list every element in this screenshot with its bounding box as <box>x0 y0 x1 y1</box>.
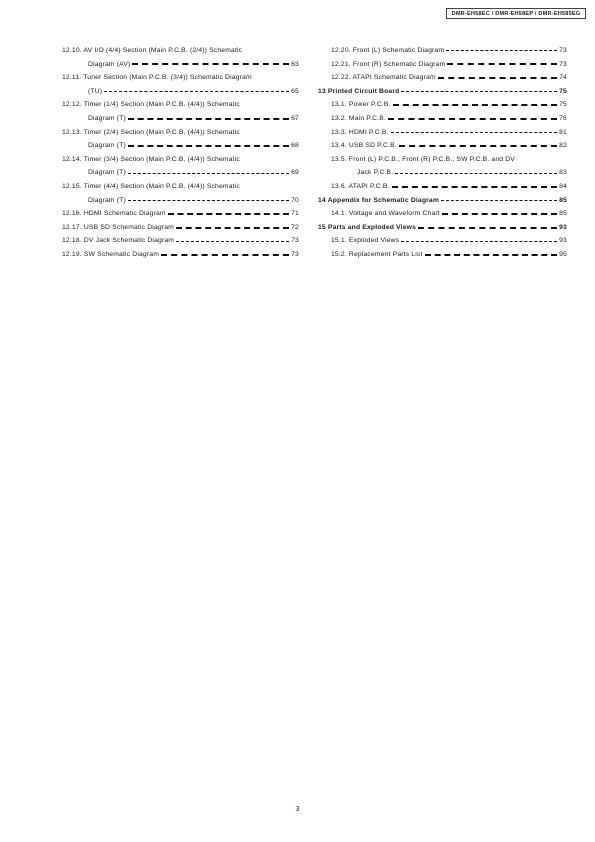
toc-entry-page: 85 <box>559 196 567 204</box>
dot-leader <box>438 77 557 79</box>
toc-entry-page: 73 <box>559 60 567 68</box>
toc-entry-title: Main P.C.B. <box>348 114 386 122</box>
toc-entry-12-13[interactable] <box>62 126 299 153</box>
toc-entry-number: 12.20. <box>331 47 351 54</box>
toc-entry-title: ATAPI Schematic Diagram <box>352 74 436 82</box>
toc-entry-12-19[interactable] <box>62 248 299 262</box>
dot-leader <box>128 145 289 147</box>
dot-leader <box>446 50 557 51</box>
toc-entry-page: 73 <box>291 237 299 245</box>
dot-leader <box>388 118 557 120</box>
toc-section-13[interactable] <box>318 85 567 99</box>
toc-entry-page: 67 <box>291 114 299 122</box>
toc-entry-page: 70 <box>291 196 299 204</box>
toc-entry-number: 15.1. <box>331 237 347 245</box>
toc-entry-13-2[interactable] <box>318 112 567 126</box>
toc-entry-number: 12.10. <box>62 47 82 54</box>
toc-entry-title: Timer (3/4) Section (Main P.C.B. (4/4)) Schematic <box>83 155 240 163</box>
toc-entry-number: 13.3. <box>331 128 347 136</box>
toc-entry-page: 71 <box>291 210 299 218</box>
toc-entry-13-6[interactable] <box>318 180 567 194</box>
toc-entry-page: 81 <box>559 128 567 136</box>
dot-leader <box>392 186 557 188</box>
toc-entry-number: 12.14. <box>62 155 82 163</box>
dot-leader <box>418 227 557 229</box>
toc-entry-12-12[interactable] <box>62 98 299 125</box>
toc-entry-page: 74 <box>559 74 567 82</box>
toc-entry-13-5[interactable] <box>318 153 567 180</box>
toc-entry-number: 13.4. <box>331 142 347 150</box>
toc-entry-12-22[interactable] <box>318 71 567 85</box>
toc-entry-number: 12.13. <box>62 128 82 136</box>
toc-entry-title-cont: Jack P.C.B. <box>357 169 394 177</box>
toc-entry-title: Timer (1/4) Section (Main P.C.B. (4/4)) Schematic <box>83 101 240 109</box>
toc-section-title: Printed Circuit Board <box>327 87 400 95</box>
page-number: 3 <box>295 806 300 813</box>
dot-leader <box>132 63 289 65</box>
toc-entry-13-4[interactable] <box>318 139 567 153</box>
dot-leader <box>168 213 289 215</box>
toc-entry-title: USB SD Schematic Diagram <box>83 223 174 231</box>
toc-left-column <box>62 44 299 262</box>
dot-leader <box>104 91 289 92</box>
toc-entry-14-1[interactable] <box>318 207 567 221</box>
dot-leader <box>447 63 557 65</box>
dot-leader <box>399 145 557 147</box>
model-codes: DMR-EH58EC / DMR-EH58EP / DMR-EH585EG <box>451 10 581 17</box>
toc-entry-page: 63 <box>291 60 299 68</box>
dot-leader <box>442 213 557 215</box>
dot-leader <box>176 241 289 242</box>
toc-entry-title: Front (L) P.C.B., Front (R) P.C.B., SW P.C.B. and DV <box>348 155 515 163</box>
toc-entry-title: Front (R) Schematic Diagram <box>352 60 446 68</box>
toc-entry-15-2[interactable] <box>318 248 567 262</box>
toc-entry-page: 76 <box>559 114 567 122</box>
toc-entry-title: AV I/O (4/4) Section (Main P.C.B. (2/4)) Schematic <box>83 47 243 54</box>
dot-leader <box>425 254 558 256</box>
toc-entry-title-cont: Diagram (T) <box>88 114 126 122</box>
toc-entry-title: HDMI P.C.B. <box>348 128 389 136</box>
toc-entry-page: 93 <box>559 237 567 245</box>
toc-entry-number: 13.2. <box>331 114 347 122</box>
dot-leader <box>401 241 557 242</box>
toc-entry-title: ATAPI P.C.B. <box>348 182 390 190</box>
toc-entry-12-18[interactable] <box>62 234 299 248</box>
toc-entry-number: 13.6. <box>331 182 347 190</box>
toc-entry-page: 83 <box>559 169 567 177</box>
model-codes-box <box>446 8 586 19</box>
toc-entry-page: 72 <box>291 223 299 231</box>
toc-entry-number: 12.15. <box>62 182 82 190</box>
toc-section-14[interactable] <box>318 194 567 208</box>
toc-section-title: Appendix for Schematic Diagram <box>327 196 440 204</box>
toc-right-column <box>318 44 567 262</box>
toc-section-number: 14 <box>318 196 326 204</box>
toc-entry-title-cont: Diagram (T) <box>88 142 126 150</box>
toc-entry-12-14[interactable] <box>62 153 299 180</box>
dot-leader <box>395 173 557 174</box>
toc-entry-title: Voltage and Waveform Chart <box>348 210 440 218</box>
toc-entry-title: HDMI Schematic Diagram <box>83 210 166 218</box>
dot-leader <box>393 104 557 106</box>
toc-entry-12-10[interactable] <box>62 44 299 71</box>
toc-entry-page: 73 <box>291 250 299 258</box>
toc-entry-page: 85 <box>559 210 567 218</box>
toc-entry-title: Exploded Views <box>348 237 400 245</box>
dot-leader <box>441 200 557 201</box>
dot-leader <box>391 132 558 133</box>
toc-entry-12-15[interactable] <box>62 180 299 207</box>
toc-entry-page: 95 <box>559 250 567 258</box>
toc-entry-page: 73 <box>559 47 567 54</box>
toc-entry-number: 12.21. <box>331 60 351 68</box>
toc-entry-number: 12.18. <box>62 237 82 245</box>
toc-entry-title: Tuner Section (Main P.C.B. (3/4)) Schematic Diagram <box>83 74 252 82</box>
toc-entry-12-21[interactable] <box>318 58 567 72</box>
toc-entry-title: Front (L) Schematic Diagram <box>352 47 445 54</box>
toc-entry-title-cont: Diagram (T) <box>88 196 126 204</box>
toc-entry-number: 15.2. <box>331 250 347 258</box>
toc-entry-12-17[interactable] <box>62 221 299 235</box>
toc-section-number: 15 <box>318 223 326 231</box>
toc-entry-13-3[interactable] <box>318 126 567 140</box>
dot-leader <box>161 254 289 256</box>
toc-section-number: 13 <box>318 87 326 95</box>
toc-entry-number: 12.19. <box>62 250 82 258</box>
toc-entry-page: 69 <box>291 169 299 177</box>
toc-entry-title: Replacement Parts List <box>348 250 423 258</box>
toc-entry-page: 65 <box>291 87 299 95</box>
toc-entry-title-cont: Diagram (AV) <box>88 60 131 68</box>
toc-entry-page: 93 <box>559 223 567 231</box>
dot-leader <box>176 227 289 229</box>
toc-entry-number: 12.11. <box>62 74 82 82</box>
dot-leader <box>128 173 289 174</box>
dot-leader <box>128 118 289 120</box>
toc-entry-12-11[interactable] <box>62 71 299 98</box>
toc-entry-page: 75 <box>559 101 567 109</box>
toc-entry-page: 68 <box>291 142 299 150</box>
toc-entry-number: 12.16. <box>62 210 82 218</box>
toc-entry-page: 84 <box>559 182 567 190</box>
toc-entry-number: 13.5. <box>331 155 347 163</box>
toc-entry-number: 13.1. <box>331 101 347 109</box>
toc-entry-title-cont: (TU) <box>88 87 103 95</box>
toc-entry-title: Timer (2/4) Section (Main P.C.B. (4/4)) Schematic <box>83 128 240 136</box>
toc-entry-number: 12.12. <box>62 101 82 109</box>
toc-entry-13-1[interactable] <box>318 98 567 112</box>
toc-entry-page: 75 <box>559 87 567 95</box>
dot-leader <box>401 91 557 92</box>
toc-entry-title: USB SD P.C.B. <box>348 142 397 150</box>
toc-entry-number: 14.1. <box>331 210 347 218</box>
toc-entry-number: 12.22. <box>331 74 351 82</box>
toc-entry-title: Power P.C.B. <box>348 101 391 109</box>
toc-entry-title: DV Jack Schematic Diagram <box>83 237 175 245</box>
toc-entry-15-1[interactable] <box>318 234 567 248</box>
toc-entry-number: 12.17. <box>62 223 82 231</box>
toc-section-title: Parts and Exploded Views <box>327 223 417 231</box>
toc-entry-title: SW Schematic Diagram <box>83 250 159 258</box>
toc-entry-title-cont: Diagram (T) <box>88 169 126 177</box>
toc-entry-12-16[interactable] <box>62 207 299 221</box>
toc-entry-12-20[interactable] <box>318 44 567 58</box>
toc-entry-title: Timer (4/4) Section (Main P.C.B. (4/4)) Schematic <box>83 182 240 190</box>
dot-leader <box>128 200 289 201</box>
toc-section-15[interactable] <box>318 221 567 235</box>
toc-entry-page: 82 <box>559 142 567 150</box>
